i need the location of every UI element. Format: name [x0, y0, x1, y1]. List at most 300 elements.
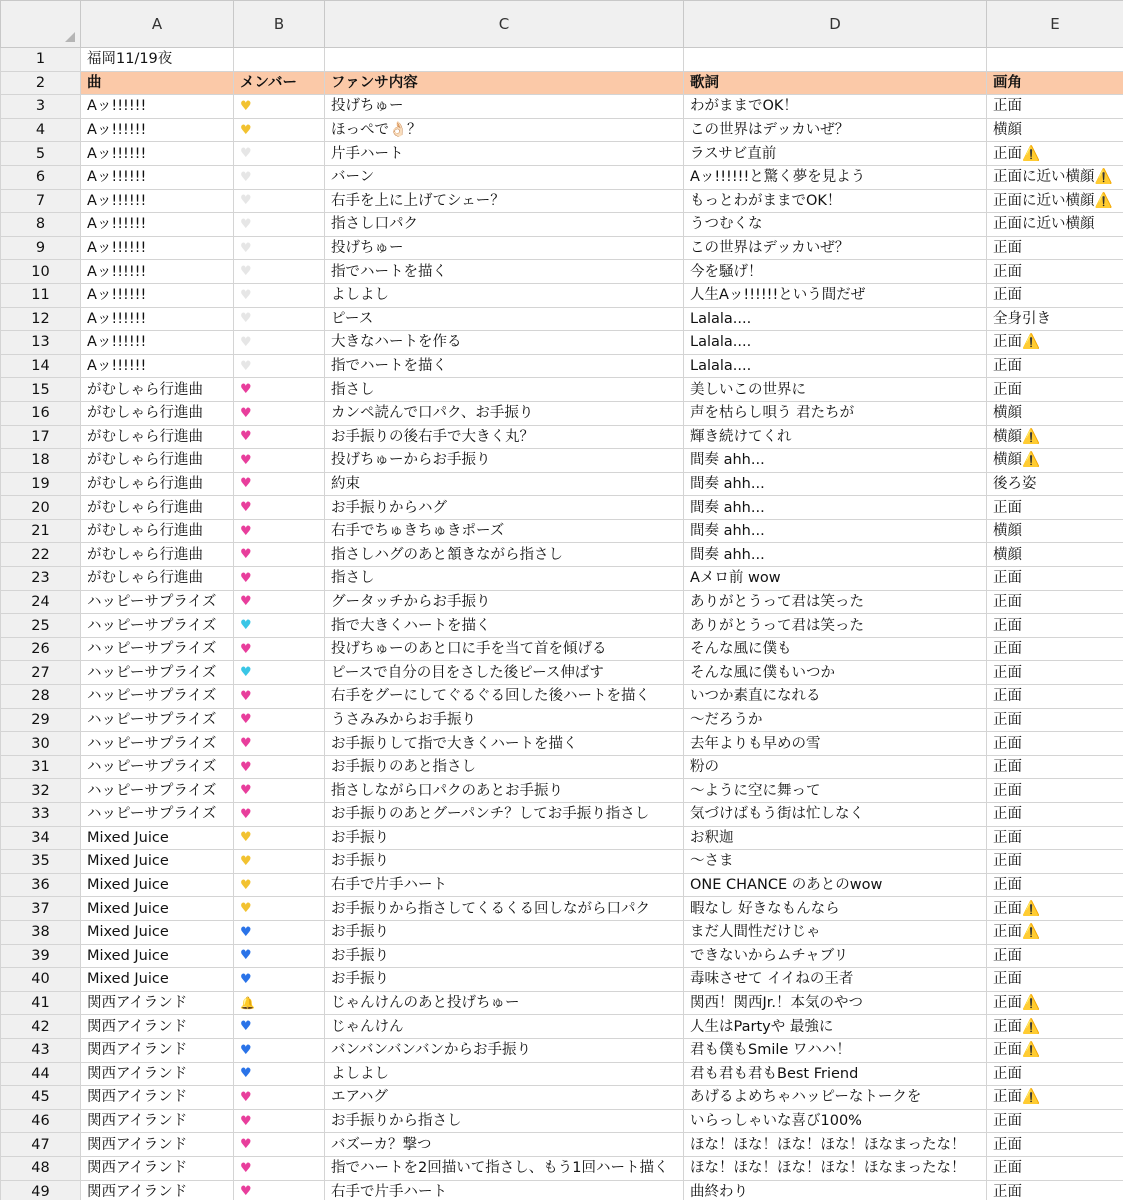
cell-member[interactable]: メンバー [234, 71, 325, 95]
cell-member[interactable] [234, 685, 325, 709]
cell-song[interactable]: Aッ!!!!!! [81, 283, 234, 307]
cell-member[interactable] [234, 354, 325, 378]
cell-song[interactable]: Aッ!!!!!! [81, 213, 234, 237]
cell-angle[interactable]: 正面 [987, 1062, 1123, 1086]
cell-song[interactable]: がむしゃら行進曲 [81, 378, 234, 402]
cell-angle[interactable]: 正面 [987, 590, 1123, 614]
cell-song[interactable]: ハッピーサプライズ [81, 779, 234, 803]
cell-song[interactable]: がむしゃら行進曲 [81, 449, 234, 473]
cell-angle[interactable]: 正面に近い横顔⚠️ [987, 165, 1123, 189]
cell-lyrics[interactable]: ONE CHANCE のあとのwow [684, 873, 987, 897]
cell-lyrics[interactable]: わがままでOK！ [684, 95, 987, 119]
cell-lyrics[interactable]: いつか素直になれる [684, 685, 987, 709]
cell-member[interactable] [234, 48, 325, 72]
cell-lyrics[interactable]: Lalala.... [684, 331, 987, 355]
cell-fansa[interactable]: 投げちゅー [325, 95, 684, 119]
cell-angle[interactable]: 正面 [987, 803, 1123, 827]
cell-angle[interactable]: 正面 [987, 661, 1123, 685]
cell-member[interactable] [234, 590, 325, 614]
row-number[interactable]: 20 [1, 496, 81, 520]
cell-member[interactable] [234, 1038, 325, 1062]
cell-angle[interactable]: 横顔 [987, 519, 1123, 543]
cell-song[interactable]: がむしゃら行進曲 [81, 401, 234, 425]
cell-song[interactable]: がむしゃら行進曲 [81, 567, 234, 591]
cell-song[interactable]: ハッピーサプライズ [81, 637, 234, 661]
cell-fansa[interactable]: 右手をグーにしてぐるぐる回した後ハートを描く [325, 685, 684, 709]
cell-angle[interactable]: 正面 [987, 283, 1123, 307]
cell-song[interactable]: がむしゃら行進曲 [81, 472, 234, 496]
cell-song[interactable]: Mixed Juice [81, 826, 234, 850]
cell-lyrics[interactable]: 〜ように空に舞って [684, 779, 987, 803]
cell-song[interactable]: ハッピーサプライズ [81, 614, 234, 638]
cell-fansa[interactable]: 指さしハグのあと頷きながら指さし [325, 543, 684, 567]
cell-member[interactable] [234, 543, 325, 567]
row-number[interactable]: 14 [1, 354, 81, 378]
cell-fansa[interactable]: お手振りのあとグーパンチ？してお手振り指さし [325, 803, 684, 827]
cell-fansa[interactable]: 指でハートを2回描いて指さし、もう1回ハート描く [325, 1156, 684, 1180]
row-number[interactable]: 41 [1, 991, 81, 1015]
cell-lyrics[interactable]: 関西！関西Jr.！本気のやつ [684, 991, 987, 1015]
cell-fansa[interactable]: 指で大きくハートを描く [325, 614, 684, 638]
row-number[interactable]: 10 [1, 260, 81, 284]
row-number[interactable]: 43 [1, 1038, 81, 1062]
cell-song[interactable]: ハッピーサプライズ [81, 803, 234, 827]
row-number[interactable]: 49 [1, 1180, 81, 1200]
cell-song[interactable]: ハッピーサプライズ [81, 590, 234, 614]
cell-member[interactable] [234, 920, 325, 944]
cell-fansa[interactable]: お手振りから指さしてくるくる回しながら口パク [325, 897, 684, 921]
cell-angle[interactable]: 正面に近い横顔⚠️ [987, 189, 1123, 213]
cell-fansa[interactable]: 右手で片手ハート [325, 873, 684, 897]
cell-lyrics[interactable]: ほな！ほな！ほな！ほな！ほなまったな！ [684, 1133, 987, 1157]
cell-member[interactable] [234, 472, 325, 496]
cell-fansa[interactable]: 指さしながら口パクのあとお手振り [325, 779, 684, 803]
cell-angle[interactable]: 正面 [987, 260, 1123, 284]
cell-fansa[interactable]: 右手でちゅきちゅきポーズ [325, 519, 684, 543]
cell-fansa[interactable]: 指さし [325, 378, 684, 402]
cell-angle[interactable]: 正面 [987, 614, 1123, 638]
row-number[interactable]: 30 [1, 732, 81, 756]
cell-lyrics[interactable]: 間奏 ahh... [684, 543, 987, 567]
row-number[interactable]: 33 [1, 803, 81, 827]
row-number[interactable]: 44 [1, 1062, 81, 1086]
cell-angle[interactable]: 正面 [987, 637, 1123, 661]
cell-member[interactable] [234, 944, 325, 968]
cell-fansa[interactable]: お手振りからハグ [325, 496, 684, 520]
cell-lyrics[interactable]: そんな風に僕もいつか [684, 661, 987, 685]
cell-lyrics[interactable]: いらっしゃいな喜び100% [684, 1109, 987, 1133]
row-number[interactable]: 18 [1, 449, 81, 473]
cell-fansa[interactable]: よしよし [325, 1062, 684, 1086]
cell-song[interactable]: 関西アイランド [81, 1062, 234, 1086]
row-number[interactable]: 40 [1, 968, 81, 992]
row-number[interactable]: 26 [1, 637, 81, 661]
cell-fansa[interactable]: ピース [325, 307, 684, 331]
cell-member[interactable] [234, 331, 325, 355]
cell-lyrics[interactable]: 君も君も君もBest Friend [684, 1062, 987, 1086]
cell-angle[interactable]: 正面 [987, 944, 1123, 968]
cell-fansa[interactable]: 指でハートを描く [325, 354, 684, 378]
cell-member[interactable] [234, 779, 325, 803]
cell-lyrics[interactable]: ありがとうって君は笑った [684, 590, 987, 614]
cell-song[interactable]: Mixed Juice [81, 873, 234, 897]
cell-member[interactable] [234, 189, 325, 213]
cell-lyrics[interactable]: この世界はデッカいぜ？ [684, 118, 987, 142]
cell-member[interactable] [234, 236, 325, 260]
cell-angle[interactable]: 正面 [987, 779, 1123, 803]
cell-song[interactable]: 福岡11/19夜 [81, 48, 234, 72]
cell-member[interactable] [234, 968, 325, 992]
row-number[interactable]: 13 [1, 331, 81, 355]
row-number[interactable]: 3 [1, 95, 81, 119]
cell-lyrics[interactable]: 間奏 ahh... [684, 519, 987, 543]
cell-lyrics[interactable]: もっとわがままでOK！ [684, 189, 987, 213]
cell-angle[interactable]: 横顔 [987, 118, 1123, 142]
cell-angle[interactable]: 正面 [987, 968, 1123, 992]
cell-angle[interactable]: 正面 [987, 567, 1123, 591]
cell-song[interactable]: がむしゃら行進曲 [81, 519, 234, 543]
cell-song[interactable]: Aッ!!!!!! [81, 118, 234, 142]
column-header-d[interactable]: D [684, 1, 987, 48]
cell-song[interactable]: 曲 [81, 71, 234, 95]
cell-song[interactable]: Aッ!!!!!! [81, 189, 234, 213]
cell-song[interactable]: がむしゃら行進曲 [81, 425, 234, 449]
row-number[interactable]: 48 [1, 1156, 81, 1180]
cell-fansa[interactable]: 投げちゅー [325, 236, 684, 260]
cell-member[interactable] [234, 803, 325, 827]
cell-member[interactable] [234, 1133, 325, 1157]
cell-angle[interactable]: 正面⚠️ [987, 991, 1123, 1015]
row-number[interactable]: 17 [1, 425, 81, 449]
cell-member[interactable] [234, 732, 325, 756]
cell-member[interactable] [234, 118, 325, 142]
cell-lyrics[interactable]: 間奏 ahh... [684, 449, 987, 473]
cell-fansa[interactable]: お手振りのあと指さし [325, 755, 684, 779]
cell-member[interactable] [234, 1109, 325, 1133]
cell-member[interactable] [234, 283, 325, 307]
cell-song[interactable]: Aッ!!!!!! [81, 236, 234, 260]
cell-angle[interactable]: 後ろ姿 [987, 472, 1123, 496]
cell-angle[interactable]: 横顔⚠️ [987, 449, 1123, 473]
cell-angle[interactable]: 正面 [987, 873, 1123, 897]
cell-lyrics[interactable]: 曲終わり [684, 1180, 987, 1200]
cell-fansa[interactable]: 約束 [325, 472, 684, 496]
cell-member[interactable] [234, 897, 325, 921]
column-header-a[interactable]: A [81, 1, 234, 48]
cell-fansa[interactable]: 指さし [325, 567, 684, 591]
row-number[interactable]: 22 [1, 543, 81, 567]
row-number[interactable]: 32 [1, 779, 81, 803]
row-number[interactable]: 24 [1, 590, 81, 614]
cell-fansa[interactable]: お手振り [325, 850, 684, 874]
row-number[interactable]: 1 [1, 48, 81, 72]
cell-lyrics[interactable]: 人生Aッ!!!!!!という間だぜ [684, 283, 987, 307]
row-number[interactable]: 28 [1, 685, 81, 709]
cell-angle[interactable]: 正面⚠️ [987, 1015, 1123, 1039]
cell-angle[interactable]: 正面⚠️ [987, 1086, 1123, 1110]
cell-song[interactable]: がむしゃら行進曲 [81, 496, 234, 520]
cell-lyrics[interactable]: 君も僕もSmile ワハハ！ [684, 1038, 987, 1062]
cell-lyrics[interactable]: 〜だろうか [684, 708, 987, 732]
cell-angle[interactable] [987, 48, 1123, 72]
cell-lyrics[interactable]: 今を騒げ！ [684, 260, 987, 284]
select-all-corner[interactable] [1, 1, 81, 48]
cell-angle[interactable]: 正面 [987, 354, 1123, 378]
cell-angle[interactable]: 正面 [987, 850, 1123, 874]
cell-angle[interactable]: 正面 [987, 1180, 1123, 1200]
cell-song[interactable]: がむしゃら行進曲 [81, 543, 234, 567]
cell-song[interactable]: ハッピーサプライズ [81, 732, 234, 756]
cell-song[interactable]: 関西アイランド [81, 1109, 234, 1133]
cell-angle[interactable]: 正面⚠️ [987, 331, 1123, 355]
cell-fansa[interactable]: お手振り [325, 826, 684, 850]
cell-lyrics[interactable]: 間奏 ahh... [684, 496, 987, 520]
cell-angle[interactable]: 正面 [987, 755, 1123, 779]
cell-fansa[interactable]: じゃんけんのあと投げちゅー [325, 991, 684, 1015]
row-number[interactable]: 23 [1, 567, 81, 591]
column-header-c[interactable]: C [325, 1, 684, 48]
cell-member[interactable] [234, 307, 325, 331]
cell-fansa[interactable]: お手振り [325, 920, 684, 944]
cell-fansa[interactable]: バズーカ？撃つ [325, 1133, 684, 1157]
cell-lyrics[interactable]: 〜さま [684, 850, 987, 874]
cell-lyrics[interactable]: 輝き続けてくれ [684, 425, 987, 449]
cell-fansa[interactable]: 片手ハート [325, 142, 684, 166]
cell-angle[interactable]: 全身引き [987, 307, 1123, 331]
row-number[interactable]: 45 [1, 1086, 81, 1110]
cell-lyrics[interactable]: Lalala.... [684, 354, 987, 378]
cell-angle[interactable]: 横顔⚠️ [987, 425, 1123, 449]
cell-fansa[interactable]: お手振り [325, 968, 684, 992]
cell-angle[interactable]: 正面に近い横顔 [987, 213, 1123, 237]
cell-lyrics[interactable]: 粉の [684, 755, 987, 779]
cell-angle[interactable]: 正面 [987, 1156, 1123, 1180]
cell-angle[interactable]: 正面 [987, 826, 1123, 850]
cell-song[interactable]: 関西アイランド [81, 1015, 234, 1039]
cell-lyrics[interactable]: ほな！ほな！ほな！ほな！ほなまったな！ [684, 1156, 987, 1180]
cell-fansa[interactable]: ファンサ内容 [325, 71, 684, 95]
cell-fansa[interactable]: カンペ読んで口パク、お手振り [325, 401, 684, 425]
cell-lyrics[interactable]: Aメロ前 wow [684, 567, 987, 591]
cell-lyrics[interactable]: 毒味させて イイねの王者 [684, 968, 987, 992]
cell-lyrics[interactable]: この世界はデッカいぜ？ [684, 236, 987, 260]
cell-song[interactable]: 関西アイランド [81, 1086, 234, 1110]
cell-fansa[interactable]: じゃんけん [325, 1015, 684, 1039]
cell-fansa[interactable]: バンバンバンバンからお手振り [325, 1038, 684, 1062]
cell-fansa[interactable]: バーン [325, 165, 684, 189]
cell-song[interactable]: Aッ!!!!!! [81, 307, 234, 331]
cell-member[interactable] [234, 708, 325, 732]
cell-lyrics[interactable]: お釈迦 [684, 826, 987, 850]
cell-lyrics[interactable]: 間奏 ahh... [684, 472, 987, 496]
row-number[interactable]: 12 [1, 307, 81, 331]
cell-fansa[interactable]: ピースで自分の目をさした後ピース伸ばす [325, 661, 684, 685]
cell-member[interactable] [234, 1086, 325, 1110]
cell-song[interactable]: 関西アイランド [81, 1180, 234, 1200]
row-number[interactable]: 11 [1, 283, 81, 307]
cell-fansa[interactable] [325, 48, 684, 72]
cell-song[interactable]: Aッ!!!!!! [81, 95, 234, 119]
cell-member[interactable] [234, 661, 325, 685]
cell-song[interactable]: Aッ!!!!!! [81, 260, 234, 284]
cell-fansa[interactable]: 右手で片手ハート [325, 1180, 684, 1200]
cell-member[interactable] [234, 1180, 325, 1200]
cell-lyrics[interactable]: 美しいこの世界に [684, 378, 987, 402]
cell-lyrics[interactable] [684, 48, 987, 72]
cell-fansa[interactable]: エアハグ [325, 1086, 684, 1110]
cell-fansa[interactable]: よしよし [325, 283, 684, 307]
cell-lyrics[interactable]: 歌詞 [684, 71, 987, 95]
row-number[interactable]: 8 [1, 213, 81, 237]
cell-lyrics[interactable]: 去年よりも早めの雪 [684, 732, 987, 756]
cell-member[interactable] [234, 401, 325, 425]
cell-song[interactable]: ハッピーサプライズ [81, 708, 234, 732]
row-number[interactable]: 19 [1, 472, 81, 496]
row-number[interactable]: 42 [1, 1015, 81, 1039]
cell-angle[interactable]: 正面 [987, 378, 1123, 402]
row-number[interactable]: 35 [1, 850, 81, 874]
cell-member[interactable] [234, 567, 325, 591]
row-number[interactable]: 16 [1, 401, 81, 425]
row-number[interactable]: 47 [1, 1133, 81, 1157]
cell-song[interactable]: 関西アイランド [81, 991, 234, 1015]
cell-angle[interactable]: 正面 [987, 685, 1123, 709]
row-number[interactable]: 21 [1, 519, 81, 543]
cell-angle[interactable]: 正面⚠️ [987, 920, 1123, 944]
cell-song[interactable]: Aッ!!!!!! [81, 165, 234, 189]
cell-song[interactable]: ハッピーサプライズ [81, 755, 234, 779]
row-number[interactable]: 29 [1, 708, 81, 732]
cell-member[interactable] [234, 142, 325, 166]
row-number[interactable]: 39 [1, 944, 81, 968]
cell-angle[interactable]: 正面 [987, 1133, 1123, 1157]
cell-angle[interactable]: 正面⚠️ [987, 142, 1123, 166]
cell-member[interactable] [234, 1156, 325, 1180]
cell-lyrics[interactable]: Lalala.... [684, 307, 987, 331]
cell-song[interactable]: 関西アイランド [81, 1133, 234, 1157]
cell-fansa[interactable]: ほっぺで👌🏻？ [325, 118, 684, 142]
cell-angle[interactable]: 正面 [987, 236, 1123, 260]
cell-fansa[interactable]: お手振り [325, 944, 684, 968]
cell-song[interactable]: Mixed Juice [81, 944, 234, 968]
row-number[interactable]: 25 [1, 614, 81, 638]
cell-lyrics[interactable]: そんな風に僕も [684, 637, 987, 661]
cell-lyrics[interactable]: 気づけばもう街は忙しなく [684, 803, 987, 827]
cell-fansa[interactable]: 右手を上に上げてシェー？ [325, 189, 684, 213]
row-number[interactable]: 38 [1, 920, 81, 944]
cell-member[interactable] [234, 826, 325, 850]
cell-fansa[interactable]: 投げちゅーのあと口に手を当て首を傾げる [325, 637, 684, 661]
cell-song[interactable]: Aッ!!!!!! [81, 142, 234, 166]
cell-angle[interactable]: 正面 [987, 732, 1123, 756]
cell-member[interactable] [234, 378, 325, 402]
cell-angle[interactable]: 横顔 [987, 543, 1123, 567]
cell-fansa[interactable]: 投げちゅーからお手振り [325, 449, 684, 473]
row-number[interactable]: 31 [1, 755, 81, 779]
cell-song[interactable]: 関西アイランド [81, 1038, 234, 1062]
cell-fansa[interactable]: 指さし口パク [325, 213, 684, 237]
cell-lyrics[interactable]: 声を枯らし唄う 君たちが [684, 401, 987, 425]
cell-song[interactable]: Aッ!!!!!! [81, 331, 234, 355]
cell-lyrics[interactable]: 人生はPartyや 最強に [684, 1015, 987, 1039]
row-number[interactable]: 37 [1, 897, 81, 921]
cell-fansa[interactable]: お手振りの後右手で大きく丸？ [325, 425, 684, 449]
cell-member[interactable] [234, 614, 325, 638]
cell-member[interactable] [234, 165, 325, 189]
column-header-e[interactable]: E [987, 1, 1123, 48]
row-number[interactable]: 46 [1, 1109, 81, 1133]
cell-lyrics[interactable]: できないからムチャブリ [684, 944, 987, 968]
cell-member[interactable] [234, 449, 325, 473]
cell-fansa[interactable]: うさみみからお手振り [325, 708, 684, 732]
row-number[interactable]: 5 [1, 142, 81, 166]
cell-song[interactable]: Mixed Juice [81, 897, 234, 921]
cell-lyrics[interactable]: ありがとうって君は笑った [684, 614, 987, 638]
row-number[interactable]: 9 [1, 236, 81, 260]
cell-member[interactable] [234, 496, 325, 520]
cell-angle[interactable]: 正面 [987, 1109, 1123, 1133]
cell-fansa[interactable]: 指でハートを描く [325, 260, 684, 284]
cell-angle[interactable]: 正面⚠️ [987, 1038, 1123, 1062]
cell-lyrics[interactable]: 暇なし 好きなもんなら [684, 897, 987, 921]
cell-lyrics[interactable]: あげるよめちゃハッピーなトークを [684, 1086, 987, 1110]
cell-member[interactable] [234, 213, 325, 237]
cell-member[interactable] [234, 1015, 325, 1039]
row-number[interactable]: 34 [1, 826, 81, 850]
cell-angle[interactable]: 正面⚠️ [987, 897, 1123, 921]
cell-angle[interactable]: 横顔 [987, 401, 1123, 425]
row-number[interactable]: 6 [1, 165, 81, 189]
cell-song[interactable]: 関西アイランド [81, 1156, 234, 1180]
row-number[interactable]: 15 [1, 378, 81, 402]
row-number[interactable]: 2 [1, 71, 81, 95]
cell-song[interactable]: Aッ!!!!!! [81, 354, 234, 378]
cell-song[interactable]: ハッピーサプライズ [81, 685, 234, 709]
cell-song[interactable]: Mixed Juice [81, 850, 234, 874]
cell-angle[interactable]: 正面 [987, 496, 1123, 520]
cell-fansa[interactable]: グータッチからお手振り [325, 590, 684, 614]
cell-member[interactable] [234, 991, 325, 1015]
cell-song[interactable]: Mixed Juice [81, 968, 234, 992]
column-header-b[interactable]: B [234, 1, 325, 48]
cell-lyrics[interactable]: ラスサビ直前 [684, 142, 987, 166]
cell-fansa[interactable]: お手振りから指さし [325, 1109, 684, 1133]
cell-angle[interactable]: 画角 [987, 71, 1123, 95]
cell-member[interactable] [234, 1062, 325, 1086]
cell-lyrics[interactable]: まだ人間性だけじゃ [684, 920, 987, 944]
row-number[interactable]: 4 [1, 118, 81, 142]
cell-fansa[interactable]: 大きなハートを作る [325, 331, 684, 355]
cell-member[interactable] [234, 850, 325, 874]
cell-song[interactable]: Mixed Juice [81, 920, 234, 944]
cell-angle[interactable]: 正面 [987, 708, 1123, 732]
row-number[interactable]: 7 [1, 189, 81, 213]
row-number[interactable]: 36 [1, 873, 81, 897]
row-number[interactable]: 27 [1, 661, 81, 685]
cell-member[interactable] [234, 425, 325, 449]
cell-member[interactable] [234, 755, 325, 779]
cell-member[interactable] [234, 873, 325, 897]
cell-lyrics[interactable]: Aッ!!!!!!と驚く夢を見よう [684, 165, 987, 189]
cell-member[interactable] [234, 519, 325, 543]
cell-song[interactable]: ハッピーサプライズ [81, 661, 234, 685]
cell-member[interactable] [234, 260, 325, 284]
cell-fansa[interactable]: お手振りして指で大きくハートを描く [325, 732, 684, 756]
cell-member[interactable] [234, 95, 325, 119]
cell-angle[interactable]: 正面 [987, 95, 1123, 119]
cell-member[interactable] [234, 637, 325, 661]
cell-lyrics[interactable]: うつむくな [684, 213, 987, 237]
